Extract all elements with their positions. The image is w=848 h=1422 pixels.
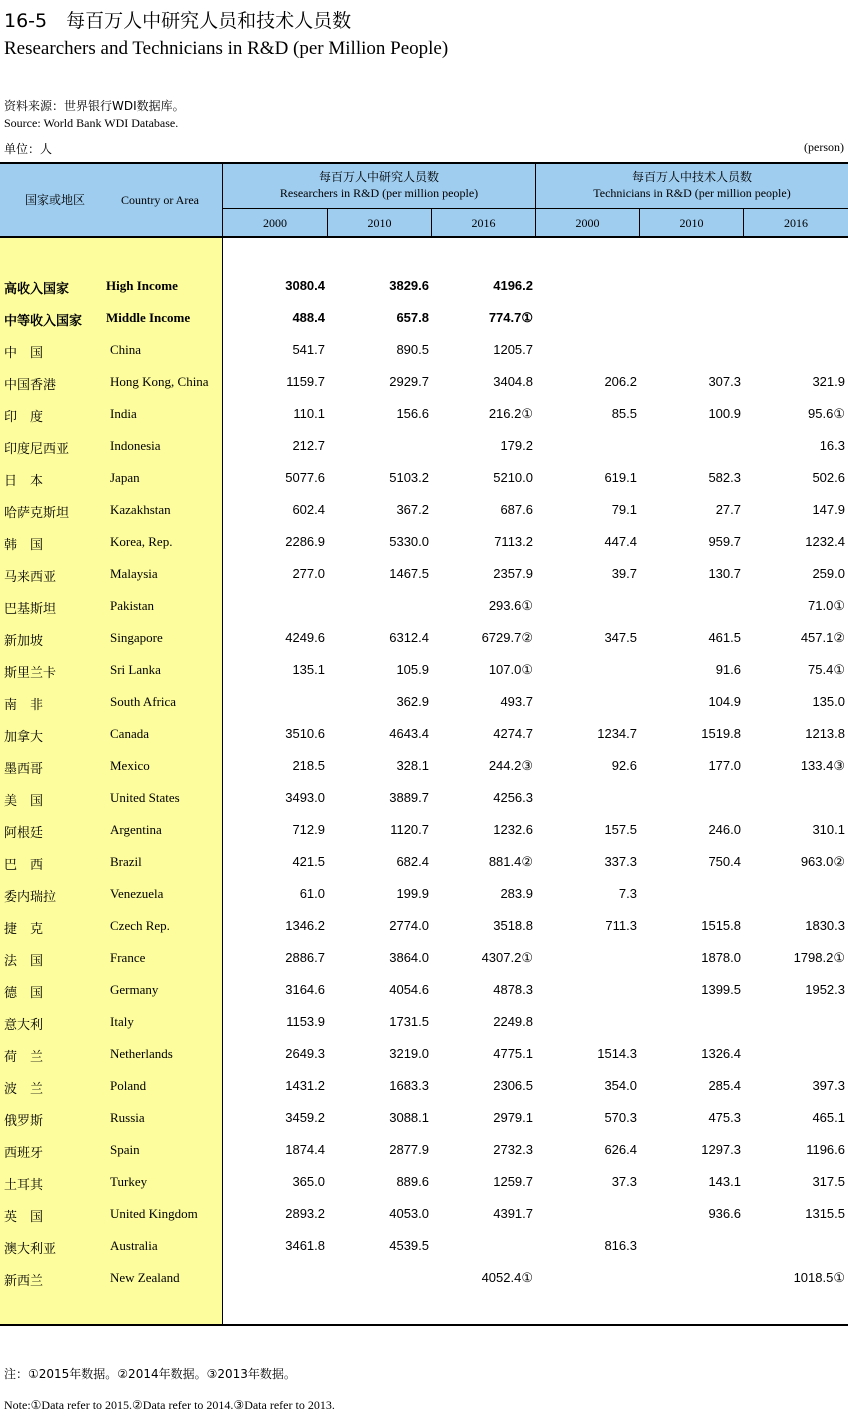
- value-cell: 216.2①: [488, 406, 533, 421]
- country-name-cn: 印 度: [4, 410, 44, 425]
- table-row: [0, 526, 848, 558]
- country-name-en: Singapore: [110, 630, 163, 645]
- value-cell: 199.9: [396, 886, 429, 901]
- country-name-cn: 中国香港: [4, 378, 57, 393]
- header-researchers-en: Researchers in R&D (per million people): [279, 186, 479, 200]
- value-cell: 1431.2: [285, 1078, 325, 1093]
- country-name-en: China: [110, 342, 142, 357]
- table-row: [0, 1166, 848, 1198]
- value-cell: 657.8: [396, 310, 429, 325]
- value-cell: 493.7: [500, 694, 533, 709]
- country-name-en: Japan: [110, 470, 140, 485]
- value-cell: 687.6: [500, 502, 533, 517]
- value-cell: 7113.2: [494, 534, 533, 549]
- value-cell: 1683.3: [389, 1078, 429, 1093]
- country-name-en: Turkey: [110, 1174, 148, 1189]
- value-cell: 3404.8: [493, 374, 533, 389]
- country-name-en: United States: [110, 790, 180, 805]
- value-cell: 890.5: [396, 342, 429, 357]
- country-name-en: Australia: [110, 1238, 158, 1253]
- year-header: 2000: [575, 216, 600, 230]
- table-row: [0, 750, 848, 782]
- value-cell: 79.1: [611, 502, 637, 517]
- value-cell: 100.9: [708, 406, 741, 421]
- year-header: 2016: [471, 216, 496, 230]
- table-row: [0, 558, 848, 590]
- country-name-en: Pakistan: [110, 598, 155, 613]
- value-cell: 365.0: [292, 1174, 325, 1189]
- value-cell: 1798.2①: [793, 950, 845, 965]
- country-name-cn: 加拿大: [4, 730, 44, 745]
- country-name-cn: 法 国: [4, 954, 44, 969]
- table-row: [0, 1262, 848, 1294]
- value-cell: 2774.0: [389, 918, 429, 933]
- header-technicians: [536, 169, 848, 201]
- table-row: [0, 878, 848, 910]
- value-cell: 1731.5: [389, 1014, 429, 1029]
- value-cell: 712.9: [292, 822, 325, 837]
- value-cell: 4196.2: [493, 278, 533, 293]
- country-name-cn: 中 国: [4, 346, 44, 361]
- table-row: [0, 686, 848, 718]
- value-cell: 2929.7: [389, 374, 429, 389]
- table-row: [0, 846, 848, 878]
- value-cell: 277.0: [292, 566, 325, 581]
- table-row: [0, 1038, 848, 1070]
- country-name-en: Mexico: [110, 758, 150, 773]
- table-row: [0, 1102, 848, 1134]
- country-name-en: Korea, Rep.: [110, 534, 173, 549]
- value-cell: 95.6①: [808, 406, 845, 421]
- table-row: [0, 814, 848, 846]
- value-cell: 110.1: [293, 406, 325, 421]
- country-name-en: United Kingdom: [110, 1206, 198, 1221]
- value-cell: 244.2③: [488, 758, 533, 773]
- value-cell: 2979.1: [493, 1110, 533, 1125]
- value-cell: 397.3: [812, 1078, 845, 1093]
- value-cell: 1952.3: [805, 982, 845, 997]
- value-cell: 130.7: [708, 566, 741, 581]
- table-row: [0, 1070, 848, 1102]
- value-cell: 37.3: [611, 1174, 637, 1189]
- table-row: [0, 302, 848, 334]
- value-cell: 1515.8: [701, 918, 741, 933]
- country-name-en: India: [110, 406, 137, 421]
- value-cell: 1874.4: [285, 1142, 325, 1157]
- value-cell: 570.3: [604, 1110, 637, 1125]
- header-country-en: Country or Area: [121, 193, 199, 207]
- value-cell: 881.4②: [488, 854, 533, 869]
- value-cell: 750.4: [708, 854, 741, 869]
- value-cell: 1232.4: [805, 534, 845, 549]
- table-row: [0, 430, 848, 462]
- value-cell: 1315.5: [805, 1206, 845, 1221]
- table-bottom-rule: [0, 1324, 848, 1326]
- value-cell: 816.3: [604, 1238, 637, 1253]
- country-name-cn: 印度尼西亚: [4, 442, 70, 457]
- country-name-cn: 委内瑞拉: [4, 890, 57, 905]
- table-row: [0, 1006, 848, 1038]
- table-row: [0, 654, 848, 686]
- value-cell: 2249.8: [493, 1014, 533, 1029]
- value-cell: 959.7: [708, 534, 741, 549]
- value-cell: 71.0①: [808, 598, 845, 613]
- header-technicians-en: Technicians in R&D (per million people): [593, 186, 791, 200]
- country-name-en: Germany: [110, 982, 159, 997]
- value-cell: 502.6: [812, 470, 845, 485]
- header-country-cn: 国家或地区: [24, 193, 85, 207]
- value-cell: 4643.4: [389, 726, 429, 741]
- value-cell: 4307.2①: [481, 950, 533, 965]
- country-name-cn: 澳大利亚: [4, 1242, 57, 1257]
- value-cell: 465.1: [812, 1110, 845, 1125]
- table-row: [0, 1198, 848, 1230]
- country-name-cn: 日 本: [4, 474, 44, 489]
- value-cell: 91.6: [715, 662, 741, 677]
- value-cell: 85.5: [611, 406, 637, 421]
- value-cell: 321.9: [812, 374, 845, 389]
- value-cell: 4053.0: [389, 1206, 429, 1221]
- value-cell: 328.1: [396, 758, 429, 773]
- source-cn: 资料来源：世界银行WDI数据库。: [4, 99, 185, 113]
- unit-cn: 单位：人: [4, 142, 53, 156]
- table-row: [0, 494, 848, 526]
- header-researchers: [223, 169, 535, 201]
- value-cell: 4878.3: [493, 982, 533, 997]
- value-cell: 1346.2: [285, 918, 325, 933]
- value-cell: 5210.0: [493, 470, 533, 485]
- country-name-cn: 墨西哥: [4, 762, 44, 777]
- value-cell: 107.0①: [488, 662, 533, 677]
- country-name-en: Spain: [110, 1142, 140, 1157]
- value-cell: 285.4: [708, 1078, 741, 1093]
- table-row: [0, 1230, 848, 1262]
- country-name-cn: 西班牙: [4, 1146, 44, 1161]
- value-cell: 347.5: [604, 630, 637, 645]
- value-cell: 475.3: [708, 1110, 741, 1125]
- value-cell: 889.6: [396, 1174, 429, 1189]
- value-cell: 4249.6: [285, 630, 325, 645]
- table-row: [0, 718, 848, 750]
- country-name-en: Venezuela: [110, 886, 164, 901]
- value-cell: 1196.6: [806, 1142, 845, 1157]
- table-row: [0, 910, 848, 942]
- value-cell: 259.0: [812, 566, 845, 581]
- value-cell: 2357.9: [493, 566, 533, 581]
- value-cell: 3219.0: [389, 1046, 429, 1061]
- value-cell: 582.3: [708, 470, 741, 485]
- header-bottom-rule: [0, 236, 848, 238]
- value-cell: 27.7: [715, 502, 741, 517]
- country-name-cn: 巴 西: [4, 858, 44, 873]
- table-row: [0, 942, 848, 974]
- country-name-cn: 高收入国家: [4, 282, 70, 297]
- value-cell: 1153.9: [286, 1014, 325, 1029]
- country-name-cn: 荷 兰: [4, 1050, 44, 1065]
- country-name-cn: 新西兰: [4, 1274, 44, 1289]
- unit-en: (person): [804, 140, 844, 154]
- value-cell: 1878.0: [701, 950, 741, 965]
- value-cell: 283.9: [500, 886, 533, 901]
- value-cell: 2649.3: [285, 1046, 325, 1061]
- value-cell: 362.9: [396, 694, 429, 709]
- value-cell: 3461.8: [285, 1238, 325, 1253]
- value-cell: 307.3: [708, 374, 741, 389]
- country-name-cn: 美 国: [4, 794, 44, 809]
- value-cell: 1326.4: [701, 1046, 741, 1061]
- table-row: [0, 974, 848, 1006]
- country-name-cn: 英 国: [4, 1210, 44, 1225]
- value-cell: 619.1: [604, 470, 637, 485]
- value-cell: 626.4: [604, 1142, 637, 1157]
- value-cell: 5103.2: [389, 470, 429, 485]
- value-cell: 246.0: [708, 822, 741, 837]
- country-name-cn: 巴基斯坦: [4, 602, 57, 617]
- value-cell: 2732.3: [493, 1142, 533, 1157]
- table-row: [0, 622, 848, 654]
- country-name-en: France: [110, 950, 146, 965]
- value-cell: 1213.8: [805, 726, 845, 741]
- value-cell: 3510.6: [285, 726, 325, 741]
- value-cell: 147.9: [812, 502, 845, 517]
- year-header: 2010: [679, 216, 704, 230]
- country-name-en: Netherlands: [110, 1046, 173, 1061]
- value-cell: 5077.6: [285, 470, 325, 485]
- country-name-en: South Africa: [110, 694, 177, 709]
- value-cell: 1830.3: [805, 918, 845, 933]
- value-cell: 2286.9: [285, 534, 325, 549]
- value-cell: 157.5: [604, 822, 637, 837]
- country-name-en: Middle Income: [106, 310, 191, 325]
- header-researchers-cn: 每百万人中研究人员数: [318, 170, 439, 184]
- country-name-en: Sri Lanka: [110, 662, 161, 677]
- country-name-cn: 斯里兰卡: [4, 666, 57, 681]
- value-cell: 3080.4: [285, 278, 325, 293]
- value-cell: 1159.7: [286, 374, 325, 389]
- table-top-rule: [0, 162, 848, 164]
- value-cell: 293.6①: [488, 598, 533, 613]
- value-cell: 39.7: [611, 566, 637, 581]
- value-cell: 218.5: [292, 758, 325, 773]
- value-cell: 2877.9: [389, 1142, 429, 1157]
- country-name-en: Poland: [110, 1078, 147, 1093]
- year-header: 2000: [263, 216, 287, 230]
- value-cell: 206.2: [604, 374, 637, 389]
- value-cell: 1234.7: [597, 726, 637, 741]
- value-cell: 2886.7: [285, 950, 325, 965]
- value-cell: 421.5: [292, 854, 325, 869]
- value-cell: 1519.8: [701, 726, 741, 741]
- value-cell: 3088.1: [389, 1110, 429, 1125]
- page-title-cn: 16-5 每百万人中研究人员和技术人员数: [4, 10, 352, 32]
- country-name-en: Malaysia: [110, 566, 158, 581]
- value-cell: 457.1②: [800, 630, 845, 645]
- country-name-cn: 波 兰: [4, 1082, 44, 1097]
- page-title-en: Researchers and Technicians in R&D (per Million People): [4, 38, 449, 59]
- value-cell: 774.7①: [488, 310, 533, 325]
- value-cell: 367.2: [396, 502, 429, 517]
- country-name-en: Russia: [110, 1110, 145, 1125]
- value-cell: 3493.0: [285, 790, 325, 805]
- value-cell: 541.7: [292, 342, 325, 357]
- country-name-en: Czech Rep.: [110, 918, 170, 933]
- country-name-cn: 意大利: [4, 1018, 44, 1033]
- country-name-cn: 土耳其: [4, 1178, 44, 1193]
- country-name-en: Kazakhstan: [110, 502, 171, 517]
- value-cell: 602.4: [292, 502, 325, 517]
- country-name-cn: 南 非: [4, 698, 44, 713]
- value-cell: 4054.6: [389, 982, 429, 997]
- value-cell: 61.0: [299, 886, 325, 901]
- value-cell: 2306.5: [493, 1078, 533, 1093]
- country-name-en: New Zealand: [110, 1270, 180, 1285]
- value-cell: 4775.1: [493, 1046, 533, 1061]
- value-cell: 4256.3: [493, 790, 533, 805]
- value-cell: 963.0②: [800, 854, 845, 869]
- value-cell: 447.4: [604, 534, 637, 549]
- value-cell: 3864.0: [389, 950, 429, 965]
- value-cell: 4052.4①: [481, 1270, 533, 1285]
- value-cell: 143.1: [708, 1174, 741, 1189]
- note-en: Note:①Data refer to 2015.②Data refer to 2014.③Data refer to 2013.: [4, 1398, 335, 1412]
- value-cell: 3889.7: [389, 790, 429, 805]
- value-cell: 317.5: [812, 1174, 845, 1189]
- value-cell: 156.6: [396, 406, 429, 421]
- country-name-cn: 马来西亚: [4, 570, 57, 585]
- value-cell: 4274.7: [493, 726, 533, 741]
- table-row: [0, 270, 848, 302]
- header-technicians-cn: 每百万人中技术人员数: [631, 170, 752, 184]
- country-name-cn: 阿根廷: [4, 826, 44, 841]
- value-cell: 461.5: [708, 630, 741, 645]
- table-row: [0, 334, 848, 366]
- country-name-en: Brazil: [110, 854, 142, 869]
- value-cell: 6312.4: [389, 630, 429, 645]
- value-cell: 16.3: [819, 438, 845, 453]
- value-cell: 5330.0: [389, 534, 429, 549]
- value-cell: 135.0: [812, 694, 845, 709]
- note-cn: 注：①2015年数据。②2014年数据。③2013年数据。: [4, 1367, 296, 1381]
- value-cell: 1514.3: [597, 1046, 637, 1061]
- value-cell: 3459.2: [285, 1110, 325, 1125]
- value-cell: 1297.3: [701, 1142, 741, 1157]
- country-name-cn: 韩 国: [4, 538, 44, 553]
- country-name-en: Hong Kong, China: [110, 374, 209, 389]
- table-row: [0, 462, 848, 494]
- value-cell: 177.0: [708, 758, 741, 773]
- country-name-en: Canada: [110, 726, 149, 741]
- country-name-en: Argentina: [110, 822, 162, 837]
- value-cell: 337.3: [604, 854, 637, 869]
- value-cell: 1018.5①: [793, 1270, 845, 1285]
- value-cell: 92.6: [611, 758, 637, 773]
- table-row: [0, 782, 848, 814]
- value-cell: 1259.7: [493, 1174, 533, 1189]
- value-cell: 179.2: [500, 438, 533, 453]
- year-header: 2016: [784, 216, 808, 230]
- value-cell: 135.1: [292, 662, 325, 677]
- table-row: [0, 1134, 848, 1166]
- value-cell: 3164.6: [285, 982, 325, 997]
- country-name-en: Italy: [110, 1014, 134, 1029]
- value-cell: 6729.7②: [481, 630, 533, 645]
- table-row: [0, 590, 848, 622]
- country-name-en: Indonesia: [110, 438, 161, 453]
- value-cell: 212.7: [292, 438, 325, 453]
- source-en: Source: World Bank WDI Database.: [4, 116, 179, 130]
- value-cell: 105.9: [396, 662, 429, 677]
- value-cell: 310.1: [812, 822, 845, 837]
- country-name-cn: 哈萨克斯坦: [4, 506, 70, 521]
- value-cell: 682.4: [396, 854, 429, 869]
- value-cell: 4391.7: [493, 1206, 533, 1221]
- value-cell: 488.4: [292, 310, 325, 325]
- value-cell: 3829.6: [389, 278, 429, 293]
- country-name-cn: 中等收入国家: [4, 314, 83, 329]
- value-cell: 1399.5: [701, 982, 741, 997]
- value-cell: 75.4①: [808, 662, 845, 677]
- value-cell: 1120.7: [390, 822, 429, 837]
- value-cell: 1467.5: [389, 566, 429, 581]
- country-name-en: High Income: [106, 278, 178, 293]
- country-name-cn: 新加坡: [4, 634, 44, 649]
- year-header: 2010: [367, 216, 392, 230]
- value-cell: 936.6: [708, 1206, 741, 1221]
- country-name-cn: 俄罗斯: [4, 1114, 44, 1129]
- value-cell: 354.0: [604, 1078, 637, 1093]
- value-cell: 7.3: [618, 886, 637, 901]
- table-row: [0, 398, 848, 430]
- value-cell: 2893.2: [285, 1206, 325, 1221]
- country-name-cn: 捷 克: [4, 922, 44, 937]
- value-cell: 1232.6: [493, 822, 533, 837]
- value-cell: 711.3: [605, 918, 637, 933]
- table-row: [0, 366, 848, 398]
- value-cell: 3518.8: [493, 918, 533, 933]
- country-name-cn: 德 国: [4, 986, 44, 1001]
- value-cell: 104.9: [708, 694, 741, 709]
- value-cell: 1205.7: [493, 342, 533, 357]
- value-cell: 4539.5: [389, 1238, 429, 1253]
- value-cell: 133.4③: [800, 758, 845, 773]
